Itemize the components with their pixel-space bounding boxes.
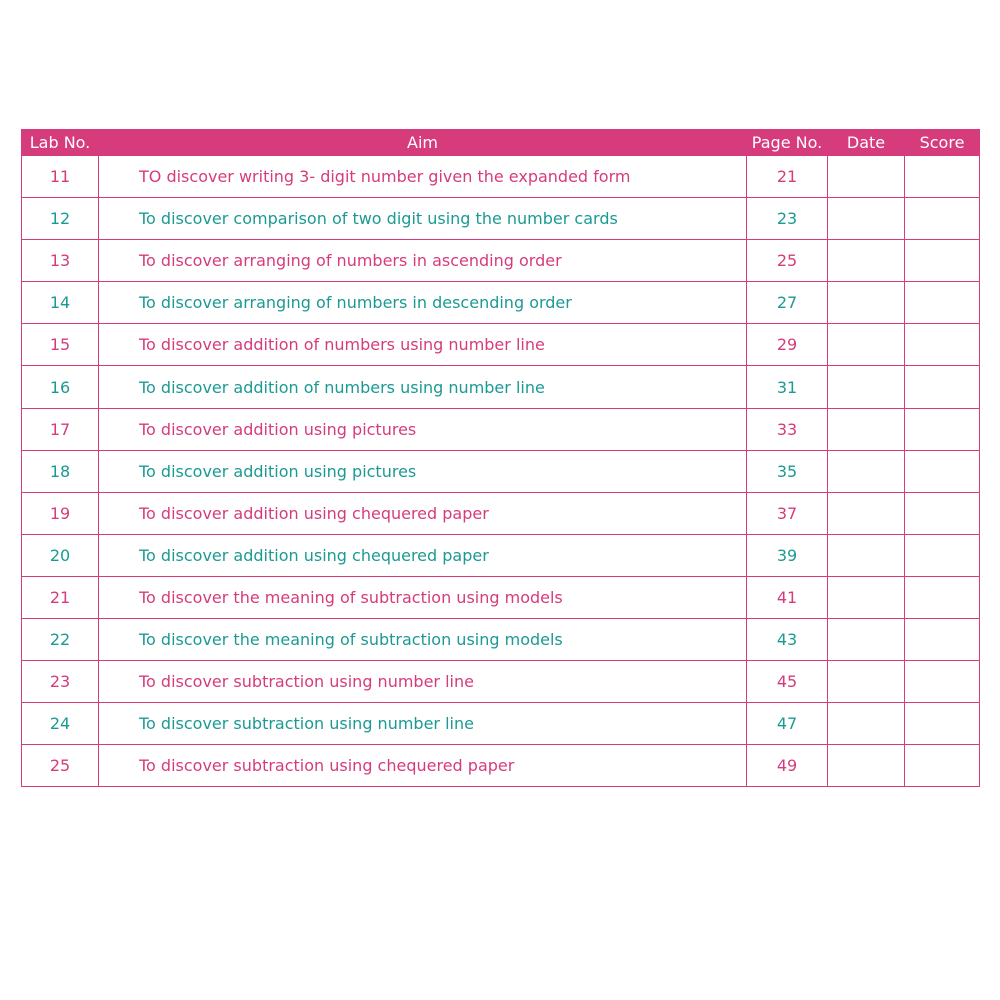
date-cell <box>828 198 905 240</box>
table-row <box>22 366 980 408</box>
page-number-cell: 23 <box>747 198 828 240</box>
date-cell <box>828 576 905 618</box>
score-cell <box>905 366 980 408</box>
aim-cell: To discover the meaning of subtraction using models <box>99 619 747 661</box>
page-number-cell: 27 <box>747 282 828 324</box>
date-cell <box>828 240 905 282</box>
date-cell <box>828 324 905 366</box>
date-cell <box>828 408 905 450</box>
aim-cell: To discover the meaning of subtraction using models <box>99 576 747 618</box>
page-number-cell: 41 <box>747 576 828 618</box>
header-score: Score <box>905 130 980 156</box>
lab-number-cell: 17 <box>22 408 99 450</box>
score-cell <box>905 534 980 576</box>
page-number-cell: 39 <box>747 534 828 576</box>
date-cell <box>828 450 905 492</box>
lab-number-cell: 21 <box>22 576 99 618</box>
lab-number-cell: 19 <box>22 492 99 534</box>
header-date: Date <box>828 130 905 156</box>
page-number-cell: 21 <box>747 156 828 198</box>
table-row <box>22 450 980 492</box>
header-row <box>22 130 980 156</box>
page-number-cell: 31 <box>747 366 828 408</box>
date-cell <box>828 534 905 576</box>
aim-cell: To discover addition using chequered paper <box>99 492 747 534</box>
lab-number-cell: 25 <box>22 745 99 787</box>
aim-cell: To discover arranging of numbers in descending order <box>99 282 747 324</box>
score-cell <box>905 408 980 450</box>
page-number-cell: 33 <box>747 408 828 450</box>
date-cell <box>828 703 905 745</box>
table-row <box>22 240 980 282</box>
aim-cell: To discover addition using chequered paper <box>99 534 747 576</box>
page-number-cell: 49 <box>747 745 828 787</box>
score-cell <box>905 156 980 198</box>
table-row <box>22 324 980 366</box>
table-row <box>22 156 980 198</box>
aim-cell: To discover addition using pictures <box>99 450 747 492</box>
score-cell <box>905 282 980 324</box>
lab-number-cell: 23 <box>22 661 99 703</box>
lab-number-cell: 22 <box>22 619 99 661</box>
lab-number-cell: 14 <box>22 282 99 324</box>
page-number-cell: 37 <box>747 492 828 534</box>
score-cell <box>905 198 980 240</box>
lab-number-cell: 11 <box>22 156 99 198</box>
aim-cell: To discover addition of numbers using number line <box>99 366 747 408</box>
date-cell <box>828 661 905 703</box>
date-cell <box>828 745 905 787</box>
page-number-cell: 25 <box>747 240 828 282</box>
aim-cell: To discover arranging of numbers in ascending order <box>99 240 747 282</box>
score-cell <box>905 703 980 745</box>
lab-number-cell: 15 <box>22 324 99 366</box>
aim-cell: To discover subtraction using number line <box>99 661 747 703</box>
aim-cell: TO discover writing 3- digit number given the expanded form <box>99 156 747 198</box>
table-row <box>22 534 980 576</box>
aim-cell: To discover addition using pictures <box>99 408 747 450</box>
date-cell <box>828 619 905 661</box>
page-number-cell: 47 <box>747 703 828 745</box>
header-aim: Aim <box>99 130 747 156</box>
aim-cell: To discover subtraction using chequered paper <box>99 745 747 787</box>
date-cell <box>828 492 905 534</box>
score-cell <box>905 240 980 282</box>
lab-number-cell: 18 <box>22 450 99 492</box>
page-number-cell: 43 <box>747 619 828 661</box>
page-number-cell: 35 <box>747 450 828 492</box>
table-row <box>22 745 980 787</box>
aim-cell: To discover subtraction using number line <box>99 703 747 745</box>
score-cell <box>905 492 980 534</box>
table-row <box>22 408 980 450</box>
table-row <box>22 619 980 661</box>
table-row <box>22 492 980 534</box>
page-number-cell: 29 <box>747 324 828 366</box>
page-number-cell: 45 <box>747 661 828 703</box>
score-cell <box>905 619 980 661</box>
lab-number-cell: 12 <box>22 198 99 240</box>
score-cell <box>905 324 980 366</box>
lab-index-table <box>21 129 980 787</box>
header-lab-no: Lab No. <box>22 130 99 156</box>
table-row <box>22 576 980 618</box>
date-cell <box>828 366 905 408</box>
score-cell <box>905 576 980 618</box>
lab-number-cell: 24 <box>22 703 99 745</box>
table-header <box>22 130 980 156</box>
date-cell <box>828 282 905 324</box>
table-row <box>22 282 980 324</box>
table-row <box>22 703 980 745</box>
lab-number-cell: 13 <box>22 240 99 282</box>
score-cell <box>905 745 980 787</box>
table-row <box>22 661 980 703</box>
aim-cell: To discover comparison of two digit using the number cards <box>99 198 747 240</box>
header-page-no: Page No. <box>747 130 828 156</box>
score-cell <box>905 661 980 703</box>
lab-number-cell: 16 <box>22 366 99 408</box>
score-cell <box>905 450 980 492</box>
lab-number-cell: 20 <box>22 534 99 576</box>
table-row <box>22 198 980 240</box>
aim-cell: To discover addition of numbers using number line <box>99 324 747 366</box>
date-cell <box>828 156 905 198</box>
table-body <box>22 156 980 787</box>
